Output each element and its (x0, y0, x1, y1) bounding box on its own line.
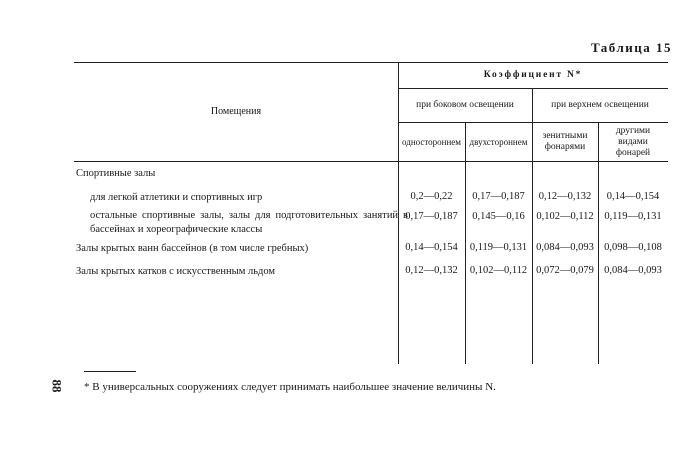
footnote: * В универсальных сооружениях следует принимать наибольшее значение величины N. (84, 381, 496, 393)
header-coefficient: Коэффициент N* (483, 70, 583, 80)
lighting-rule (398, 122, 668, 123)
row-label-athletics: для легкой атлетики и спортивных игр (90, 192, 263, 203)
cell-pools-two-sided: 0,119—0,131 (469, 242, 528, 253)
cell-other-halls-zenith: 0,102—0,112 (536, 211, 594, 222)
header-one-sided: одностороннем (402, 137, 461, 147)
header-zenith-line2: фонарями (544, 141, 586, 152)
header-zenith-line1: зенитными (542, 131, 588, 141)
cell-rinks-one-sided: 0,12—0,132 (405, 265, 458, 276)
header-other-line2: видами (618, 136, 648, 147)
header-two-sided: двухстороннем (469, 137, 528, 147)
header-other-line3: фонарей (615, 147, 651, 158)
header-other (598, 126, 668, 159)
header-zenith (532, 131, 598, 153)
row-label-sports-halls: Спортивные залы (76, 168, 156, 179)
cell-pools-zenith: 0,084—0,093 (536, 242, 594, 253)
row-label-other-halls: остальные спортивные залы, залы для подготовительных занятий в бассейнах и хореографические классы (90, 210, 408, 235)
footnote-rule (84, 371, 136, 372)
cell-pools-other: 0,098—0,108 (604, 242, 662, 253)
row-label-rinks: Залы крытых катков с искусственным льдом (76, 266, 276, 277)
header-premises: Помещения (210, 106, 262, 117)
header-top-lighting: при верхнем освещении (551, 100, 649, 110)
coefficient-rule (398, 88, 668, 89)
page-number: 88 (49, 379, 65, 393)
header-bottom-rule (74, 161, 668, 162)
table-caption: Таблица 15 (590, 40, 672, 55)
header-side-lighting: при боковом освещении (416, 100, 514, 110)
cell-rinks-two-sided: 0,102—0,112 (469, 265, 528, 276)
row-label-pools: Залы крытых ванн бассейнов (в том числе гребных) (76, 243, 309, 254)
table-top-rule (74, 62, 668, 63)
cell-rinks-other: 0,084—0,093 (604, 265, 662, 276)
cell-athletics-one-sided: 0,2—0,22 (410, 191, 453, 202)
cell-athletics-other: 0,14—0,154 (606, 191, 660, 202)
cell-other-halls-other: 0,119—0,131 (604, 211, 662, 222)
cell-other-halls-one-sided: 0,17—0,187 (405, 211, 458, 222)
col-divider-3 (532, 88, 533, 364)
cell-other-halls-two-sided: 0,145—0,16 (472, 211, 525, 222)
header-other-line1: другими (615, 126, 651, 136)
cell-athletics-two-sided: 0,17—0,187 (472, 191, 525, 202)
cell-pools-one-sided: 0,14—0,154 (405, 242, 458, 253)
cell-rinks-zenith: 0,072—0,079 (536, 265, 594, 276)
cell-athletics-zenith: 0,12—0,132 (538, 191, 592, 202)
